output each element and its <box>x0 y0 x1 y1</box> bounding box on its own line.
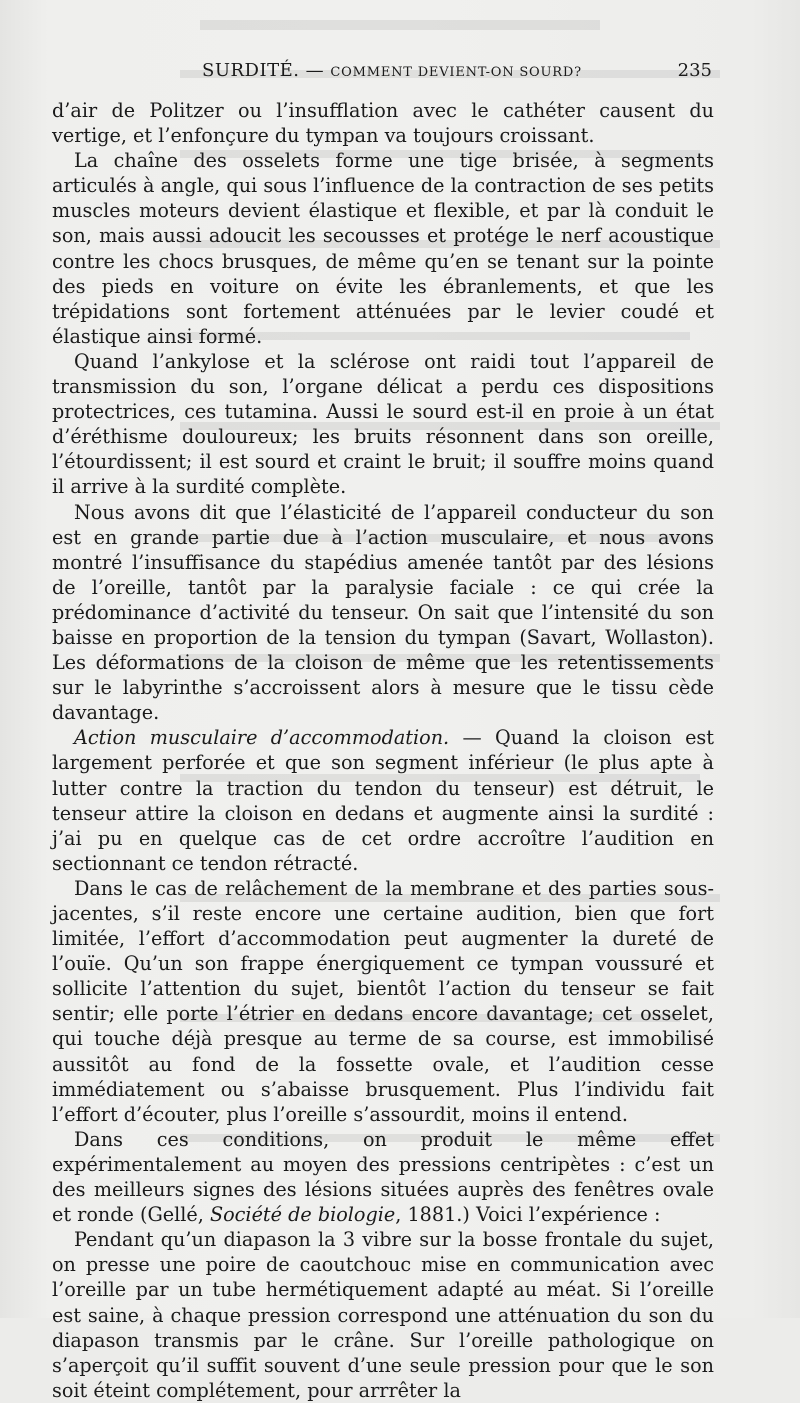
paragraph-5-text: — Quand la cloison est largement perforée et que son segment inférieur (le plus apte à lutter contre la traction du tendon du tenseur) est détruit, le tenseur attire la cloison en dedans et augmente ainsi la surdité : j’ai pu en quelque cas de cet ordre accroître l’audition en sectionnant ce tendon rétracté. <box>52 726 714 875</box>
running-title-main: SURDITÉ. — <box>202 60 331 81</box>
paragraph-1: d’air de Politzer ou l’insufflation avec le cathéter causent du vertige, et l’enfonçure du tympan va toujours croissant. <box>52 99 714 148</box>
paragraph-7-text-before: Dans ces conditions, on produit le même effet expérimentalement au moyen des pressions centripètes : c’est un des meilleurs signes des lésions situées auprès des fenêtres ovale et ronde (Gellé, <box>52 1127 714 1227</box>
paragraph-7-text-after: , 1881.) Voici l’expérience : <box>395 1203 661 1227</box>
running-title <box>202 60 582 81</box>
paragraph-3: Quand l’ankylose et la sclérose ont raidi tout l’appareil de transmission du son, l’organe délicat a perdu ces dispositions protectrices, ces tutamina. Aussi le sourd est-il en proie à un état d’éréthisme douloureux; les bruits résonnent dans son oreille, l’étourdissent; il est sourd et craint le bruit; il souffre moins quand il arrive à la surdité complète. <box>52 349 714 499</box>
paragraph-2: La chaîne des osselets forme une tige brisée, à segments articulés à angle, qui sous l’influence de la contraction de ses petits muscles moteurs devient élastique et flexible, et par là conduit le son, mais aussi adoucit les secousses et protége le nerf acoustique contre les chocs brusques, de même qu’en se tenant sur la pointe des pieds en voiture on évite les ébranlements, et que les trépidations sont fortement atténuées par le levier coudé et élastique ainsi formé. <box>52 149 714 348</box>
body-text <box>52 98 714 1403</box>
paragraph-4: Nous avons dit que l’élasticité de l’appareil conducteur du son est en grande partie due à l’action musculaire, et nous avons montré l’insuffisance du stapédius amenée tantôt par des lésions de l’oreille, tantôt par la paralysie faciale : ce qui crée la prédominance d’activité du tenseur. On sait que l’intensité du son baisse en proportion de la tension du tympan (Savart, Wollaston). Les déformations de la cloison de même que les retentissements sur le labyrinthe s’accroissent alors à mesure que le tissu cède davantage. <box>52 500 714 725</box>
page-number: 235 <box>677 60 712 81</box>
section-heading-italic: Action musculaire d’accommodation. <box>74 726 450 750</box>
paragraph-8: Pendant qu’un diapason la 3 vibre sur la bosse frontale du sujet, on presse une poire de caoutchouc mise en communication avec l’oreille par un tube hermétiquement adapté au méat. Si l’oreille est saine, à chaque pression correspond une atténuation du son du diapason transmis par le crâne. Sur l’oreille pathologique on s’aperçoit qu’il suffit souvent d’une seule pression pour que le son soit éteint complétement, pour arrrêter la <box>52 1228 714 1402</box>
paragraph-7 <box>52 1127 714 1227</box>
paragraph-6: Dans le cas de relâchement de la membrane et des parties sous-jacentes, s’il reste encore une certaine audition, bien que fort limitée, l’effort d’accommodation peut augmenter la dureté de l’ouïe. Qu’un son frappe énergiquement ce tympan voussuré et sollicite l’attention du sujet, bientôt l’action du tenseur se fait sentir; elle porte l’étrier en dedans encore davantage; cet osselet, qui touche déjà presque au terme de sa course, est immobilisé aussitôt au fond de la fossette ovale, et l’audition cesse immédiatement ou s’abaisse brusquement. Plus l’individu fait l’effort d’écouter, plus l’oreille s’assourdit, moins il entend. <box>52 876 714 1126</box>
citation-italic: Société de biologie <box>209 1203 396 1227</box>
paragraph-5 <box>52 725 714 876</box>
running-header <box>52 60 712 88</box>
running-subtitle: COMMENT DEVIENT-ON SOURD? <box>330 65 582 80</box>
